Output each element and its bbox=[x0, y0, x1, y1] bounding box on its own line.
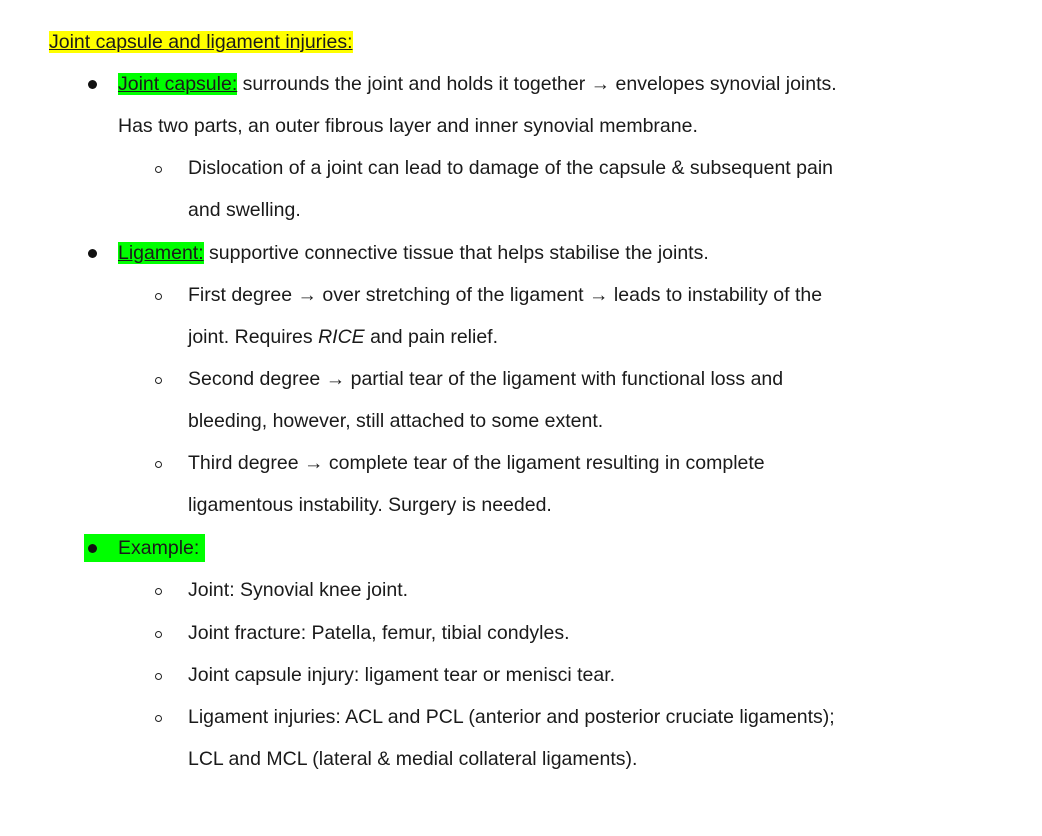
joint-capsule-line-2: Has two parts, an outer fibrous layer and inner synovial membrane. bbox=[118, 115, 698, 137]
sub-bullet-icon bbox=[155, 588, 162, 595]
ligament-label: Ligament: bbox=[118, 242, 204, 264]
third-degree-line-1: Third degree → complete tear of the ligament resulting in complete bbox=[188, 452, 765, 474]
joint-capsule-label: Joint capsule: bbox=[118, 73, 238, 95]
example-item-1: Joint: Synovial knee joint. bbox=[188, 579, 409, 601]
section-heading bbox=[49, 29, 353, 55]
sub-bullet-icon bbox=[155, 293, 162, 300]
example-label: Example: bbox=[118, 537, 200, 559]
sub-bullet-icon bbox=[155, 166, 162, 173]
bullet-icon bbox=[88, 249, 97, 258]
bullet-icon bbox=[88, 544, 97, 553]
ligament-line bbox=[118, 240, 709, 266]
ligament-text: supportive connective tissue that helps stabilise the joints. bbox=[203, 242, 709, 264]
sub-bullet-icon bbox=[155, 673, 162, 680]
example-line bbox=[118, 535, 199, 561]
example-item-4-line-2: LCL and MCL (lateral & medial collateral ligaments). bbox=[188, 748, 638, 770]
heading-text: Joint capsule and ligament injuries: bbox=[49, 31, 353, 53]
third-degree-line-2: ligamentous instability. Surgery is needed. bbox=[188, 494, 552, 516]
sub-bullet-icon bbox=[155, 377, 162, 384]
bullet-icon bbox=[88, 80, 97, 89]
joint-capsule-line bbox=[118, 71, 837, 97]
rice-italic: RICE bbox=[318, 326, 365, 348]
first-degree-text-a: joint. Requires bbox=[188, 326, 319, 348]
second-degree-line-1: Second degree → partial tear of the ligament with functional loss and bbox=[188, 368, 784, 390]
example-item-3: Joint capsule injury: ligament tear or menisci tear. bbox=[188, 664, 616, 686]
second-degree-line-2: bleeding, however, still attached to some extent. bbox=[188, 410, 604, 432]
sub-bullet-icon bbox=[155, 461, 162, 468]
sub-bullet-icon bbox=[155, 631, 162, 638]
joint-capsule-text: surrounds the joint and holds it together → envelopes synovial joints. bbox=[237, 73, 837, 95]
first-degree-line-1: First degree → over stretching of the ligament → leads to instability of the bbox=[188, 284, 823, 306]
dislocation-line-1: Dislocation of a joint can lead to damage of the capsule & subsequent pain bbox=[188, 157, 834, 179]
example-item-2: Joint fracture: Patella, femur, tibial condyles. bbox=[188, 622, 570, 644]
first-degree-line-2 bbox=[188, 324, 498, 350]
sub-bullet-icon bbox=[155, 715, 162, 722]
dislocation-line-2: and swelling. bbox=[188, 199, 301, 221]
first-degree-text-b: and pain relief. bbox=[364, 326, 499, 348]
example-item-4-line-1: Ligament injuries: ACL and PCL (anterior and posterior cruciate ligaments); bbox=[188, 706, 835, 728]
